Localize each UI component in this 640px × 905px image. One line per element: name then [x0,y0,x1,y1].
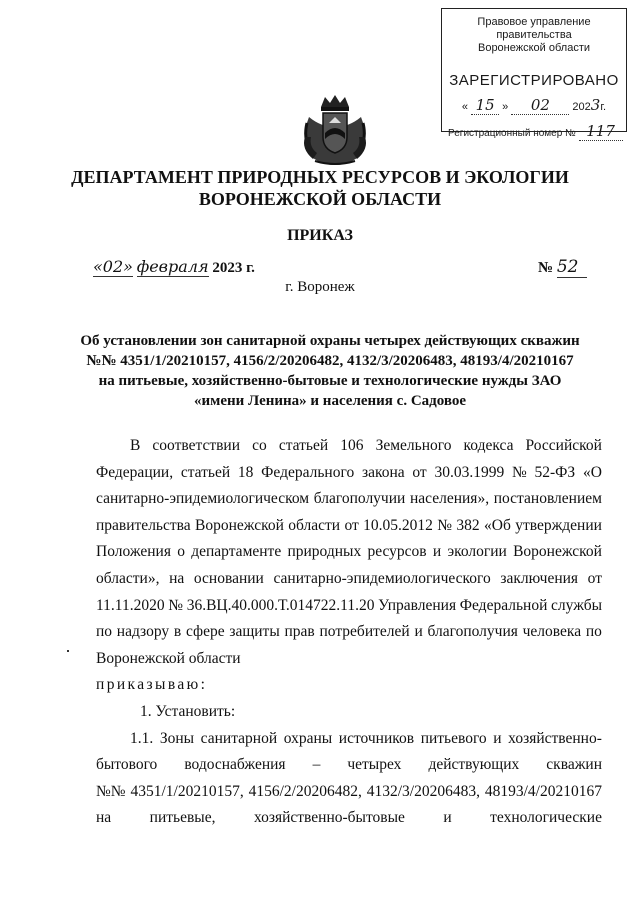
body-word: основании [193,569,264,587]
decree-word: приказываю: [96,676,208,694]
body-word: потребителей [319,623,410,641]
body-word: соответствии [152,437,241,454]
body-line [96,513,602,540]
body-word: 4156/2/20206482, [248,782,362,800]
stamp-date-year-prefix: 202 [572,101,591,113]
body-word: правительства [96,516,191,534]
order-date-month: февраля [136,257,209,276]
stamp-organization [442,16,626,55]
city: г. Воронеж [285,279,355,295]
stamp-date-month: 02 [511,96,569,115]
body-word: в [173,623,182,641]
subject-line: «имени Ленина» и населения с. Садовое [193,393,467,409]
order-date [93,257,255,277]
body-word: Федерации, [96,463,174,481]
order-date-day: «02» [93,257,133,276]
body-line [96,460,602,487]
body-word: бытового [96,756,158,774]
body-word: «О [582,463,602,481]
body-line: Воронежской области [96,649,241,667]
subject-line: Об установлении зон санитарной охраны четырех действующих скважин [80,333,580,349]
subject-line: на питьевые, хозяйственно-бытовые и технологические нужды ЗАО [98,373,562,389]
body-word: и [414,623,423,641]
body-word: Зоны [159,729,195,747]
stamp-date [442,96,626,114]
body-word: 106 [340,437,364,454]
body-word: Федерального [261,463,355,481]
body-word: статьей [278,437,329,454]
department-name [0,166,640,210]
item-1: 1. Установить: [140,702,236,720]
body-word: от [587,569,602,587]
body-line [96,566,602,593]
stamp-date-year-hw: 3 [590,96,601,114]
body-word: статьей [180,463,231,481]
body-line [96,726,602,753]
body-line [96,619,602,646]
body-word: со [252,437,267,454]
body-line [96,593,602,620]
body-word: санитарно-эпидемиологического [273,569,491,587]
order-number-label: № [538,260,554,276]
body-word: 4132/3/20206483, [366,782,480,800]
body-line [96,805,602,832]
body-line [96,433,602,460]
body-word: заключения [500,569,579,587]
scan-speck [67,650,69,652]
body-word: водоснабжения [184,756,286,774]
body-word: надзору [116,623,170,641]
stamp-status: ЗАРЕГИСТРИРОВАНО [449,72,619,89]
coat-of-arms-icon [299,93,371,167]
body-word: охраны [283,729,333,747]
body-line [96,752,602,779]
body-word: Положения [96,543,171,561]
body-word: по [585,623,602,641]
body-word: 52-ФЗ [534,463,576,481]
body-word: источников [338,729,415,747]
body-word: постановлением [493,490,602,508]
stamp-number-label: Регистрационный номер № [448,128,576,139]
body-word: 1.1. [130,729,154,747]
body-word: хозяйственно-бытовые [253,809,405,827]
stamp-org-line1: Правовое управление правительства [477,16,591,41]
body-word: и [443,809,452,827]
body-word: на [169,569,185,587]
body-word: 18 [237,463,254,481]
body-word: 30.03.1999 [434,463,505,481]
body-word: В [130,437,141,454]
body-word: департаменте [191,543,282,561]
body-word: технологические [490,809,602,827]
body-word: благополучии [313,490,406,508]
body-line [96,486,602,513]
order-subject [80,331,580,411]
body-word: № [168,596,184,614]
body-word: 4351/1/20210157, [130,782,244,800]
body-word: Российской [525,437,602,454]
document-type: ПРИКАЗ [287,227,353,244]
stamp-date-open: « [461,101,469,113]
order-date-year: 2023 г. [212,260,255,276]
body-word: на [96,809,112,827]
body-line [96,779,602,806]
stamp-date-suffix: г. [600,101,607,113]
subject-line: №№ 4351/1/20210157, 4156/2/20206482, 4132/3/20206483, 48193/4/20210167 [86,353,574,369]
body-word: санитарно-эпидемиологическом [96,490,310,508]
department-line1: ДЕПАРТАМЕНТ ПРИРОДНЫХ РЕСУРСОВ И ЭКОЛОГИИ [71,167,569,187]
body-word: санитарной [200,729,278,747]
body-word: о [177,543,185,561]
body-word: № [437,516,453,534]
body-word: кодекса [463,437,514,454]
body-word: утверждении [515,516,602,534]
department-line2: ВОРОНЕЖСКОЙ ОБЛАСТИ [198,189,442,209]
stamp-number-value: 117 [579,122,623,141]
stamp-date-mid: » [502,101,509,113]
body-word: № [511,463,527,481]
body-word: сфере [185,623,225,641]
order-number [538,257,587,278]
body-word: природных [287,543,362,561]
body-word: от [412,463,427,481]
body-word: области», [96,569,160,587]
body-word: Федеральной [459,596,548,614]
body-word: благополучия [427,623,518,641]
body-word: хозяйственно- [508,729,602,747]
body-word: ресурсов [367,543,427,561]
body-word: и [493,729,502,747]
body-word: Воронежской [513,543,602,561]
body-word: службы [551,596,602,614]
stamp-org-line2: Воронежской области [477,42,590,54]
body-word: 10.05.2012 [363,516,433,534]
body-word: четырех [347,756,402,774]
body-word: от [344,516,359,534]
body-word: экологии [447,543,507,561]
body-word: и [432,543,442,561]
body-word: защиты [229,623,280,641]
body-word: прав [284,623,315,641]
body-word: 382 [456,516,480,534]
body-word: закона [361,463,405,481]
body-word: Воронежской [195,516,284,534]
stamp-date-day: 15 [471,96,499,115]
body-word: по [96,623,113,641]
order-number-value: 52 [557,257,587,278]
stamp-number [442,122,626,141]
body-word: «Об [484,516,511,534]
body-word: питьевые, [149,809,216,827]
body-word: 11.11.2020 [96,596,165,614]
body-word: человека [522,623,582,641]
body-word: 36.ВЦ.40.000.Т.014722.11.20 [186,596,375,614]
body-word: Управления [378,596,457,614]
body-line [96,539,602,566]
body-word: действующих [428,756,520,774]
body-word: Земельного [375,437,452,454]
body-word: населения», [409,490,490,508]
body-word: – [312,756,321,774]
order-body [96,433,602,832]
body-word: 48193/4/20210167 [484,782,602,800]
registration-stamp [441,8,627,140]
body-word: области [288,516,341,534]
body-word: №№ [96,782,126,800]
body-word: скважин [546,756,602,774]
body-word: питьевого [420,729,487,747]
